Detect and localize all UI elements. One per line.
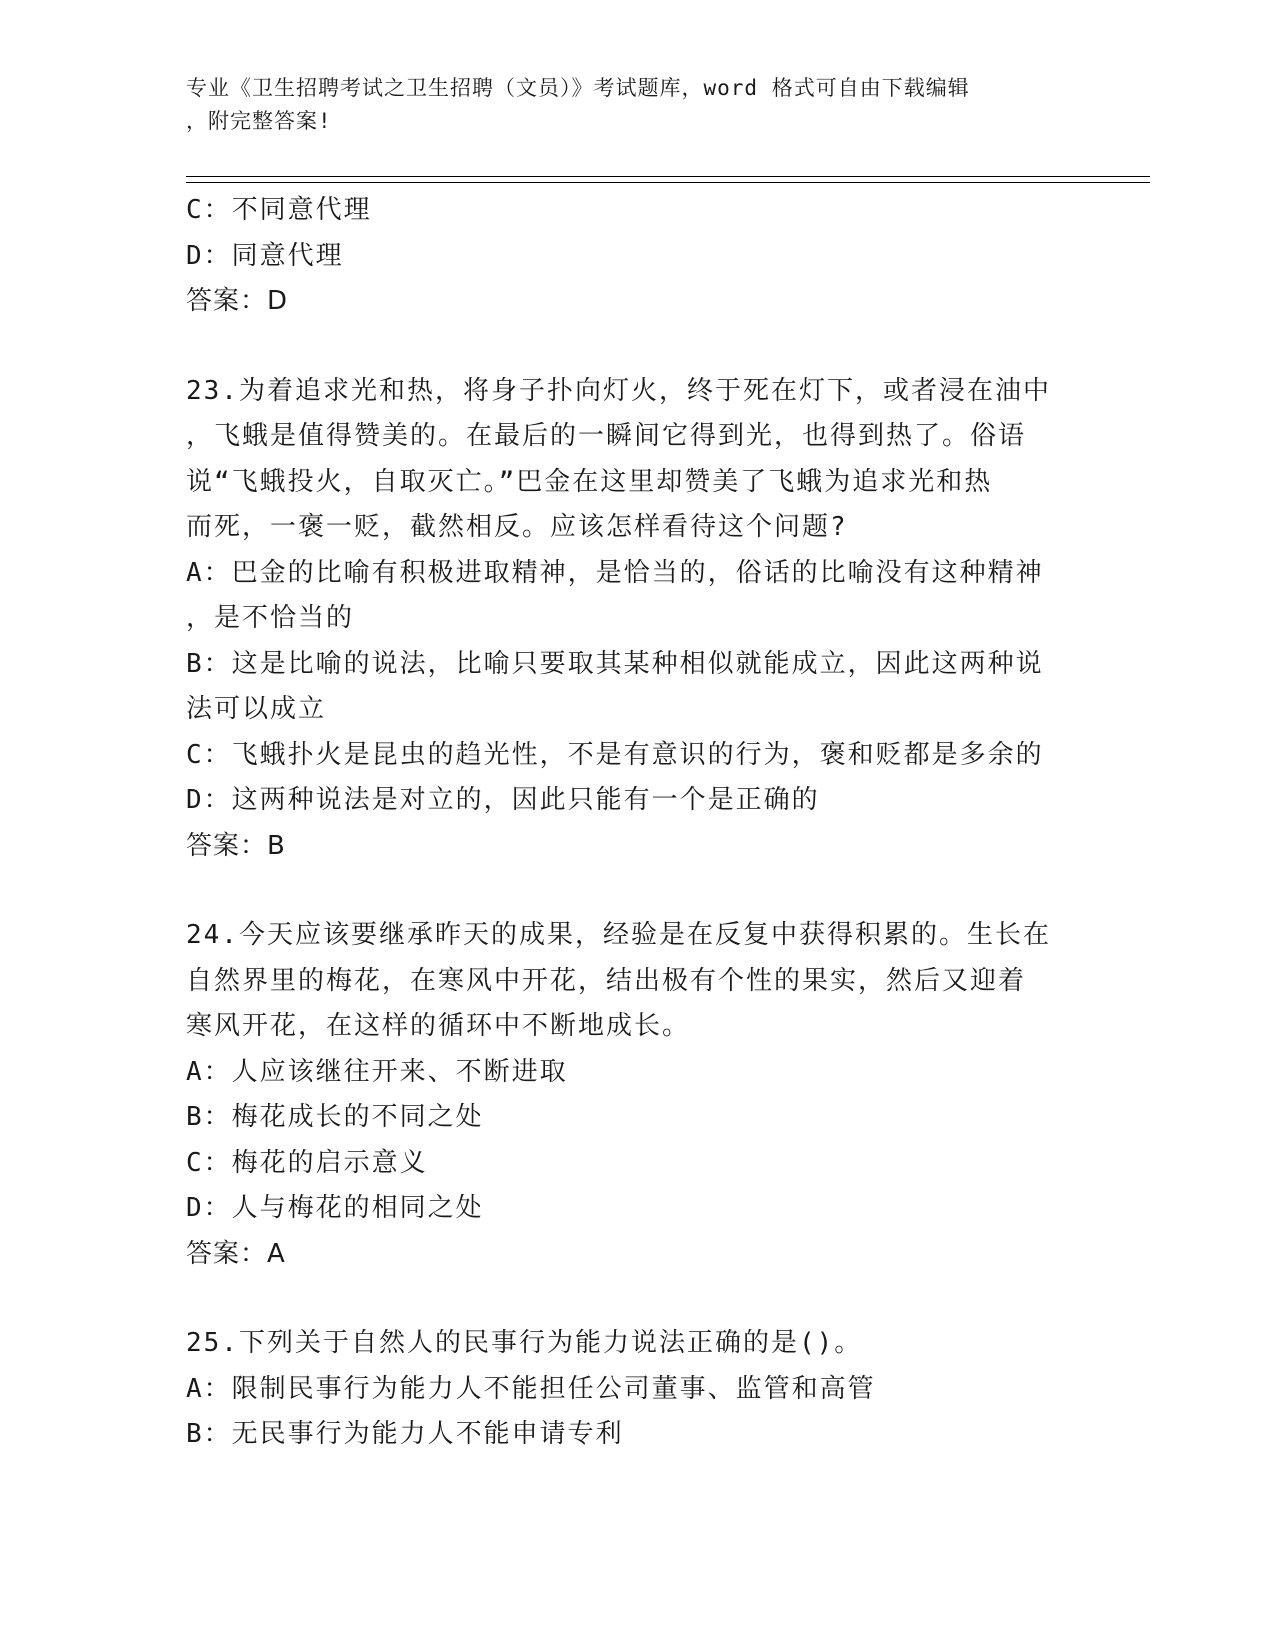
question-24-answer: 答案：A — [186, 1238, 286, 1269]
question-23-option-b-cont: 法可以成立 — [186, 694, 327, 724]
header-rule-top — [186, 176, 1150, 177]
question-24-option-d: D：人与梅花的相同之处 — [186, 1193, 484, 1223]
question-23-option-a: A：巴金的比喻有积极进取精神，是恰当的，俗话的比喻没有这种精神 — [186, 557, 1044, 588]
question-24-text-line: 24.今天应该要继承昨天的成果，经验是在反复中获得积累的。生长在 — [186, 920, 1051, 950]
question-23-answer: 答案：B — [186, 830, 286, 861]
header-rule-bottom — [186, 182, 1150, 183]
question-22-answer: 答案：D — [186, 286, 289, 316]
question-23-option-b: B：这是比喻的说法，比喻只要取其某种相似就能成立，因此这两种说 — [186, 648, 1044, 679]
question-22-option-c: C：不同意代理 — [186, 195, 372, 225]
question-25-option-a: A：限制民事行为能力人不能担任公司董事、监管和高管 — [186, 1373, 876, 1404]
question-23-option-c: C：飞蛾扑火是昆虫的趋光性，不是有意识的行为，褒和贬都是多余的 — [186, 739, 1044, 770]
question-23-text-line: 23.为着追求光和热，将身子扑向灯火，终于死在灯下，或者浸在油中 — [186, 375, 1051, 406]
question-22-block — [186, 188, 1076, 325]
question-23-option-d: D：这两种说法是对立的，因此只能有一个是正确的 — [186, 785, 820, 815]
question-24-text-line: 寒风开花，在这样的循环中不断地成长。 — [186, 1011, 691, 1041]
question-24-option-c: C：梅花的启示意义 — [186, 1147, 428, 1178]
question-23-block — [186, 369, 1076, 870]
question-23-text-line: 说“飞蛾投火，自取灭亡。”巴金在这里却赞美了飞蛾为追求光和热 — [186, 466, 993, 497]
question-24-option-a: A：人应该继往开来、不断进取 — [186, 1056, 568, 1087]
question-25-text-line: 25.下列关于自然人的民事行为能力说法正确的是()。 — [186, 1328, 863, 1358]
question-25-block — [186, 1321, 1076, 1458]
question-24-block — [186, 913, 1076, 1277]
question-23-text-line: ，飞蛾是值得赞美的。在最后的一瞬间它得到光，也得到热了。俗语 — [186, 421, 1027, 451]
question-24-text-line: 自然界里的梅花，在寒风中开花，结出极有个性的果实，然后又迎着 — [186, 965, 1027, 996]
document-body — [186, 188, 1076, 1458]
header-line-2: ，附完整答案! — [186, 109, 332, 133]
question-23-text-line: 而死，一褒一贬，截然相反。应该怎样看待这个问题? — [186, 512, 848, 542]
question-25-option-b: B：无民事行为能力人不能申请专利 — [186, 1419, 624, 1449]
header-line-1: 专业《卫生招聘考试之卫生招聘（文员）》考试题库，word 格式可自由下载编辑 — [186, 76, 970, 100]
question-22-option-d: D：同意代理 — [186, 240, 344, 271]
question-24-option-b: B：梅花成长的不同之处 — [186, 1102, 484, 1132]
document-header — [186, 72, 1066, 138]
question-23-option-a-cont: ，是不恰当的 — [186, 603, 355, 633]
